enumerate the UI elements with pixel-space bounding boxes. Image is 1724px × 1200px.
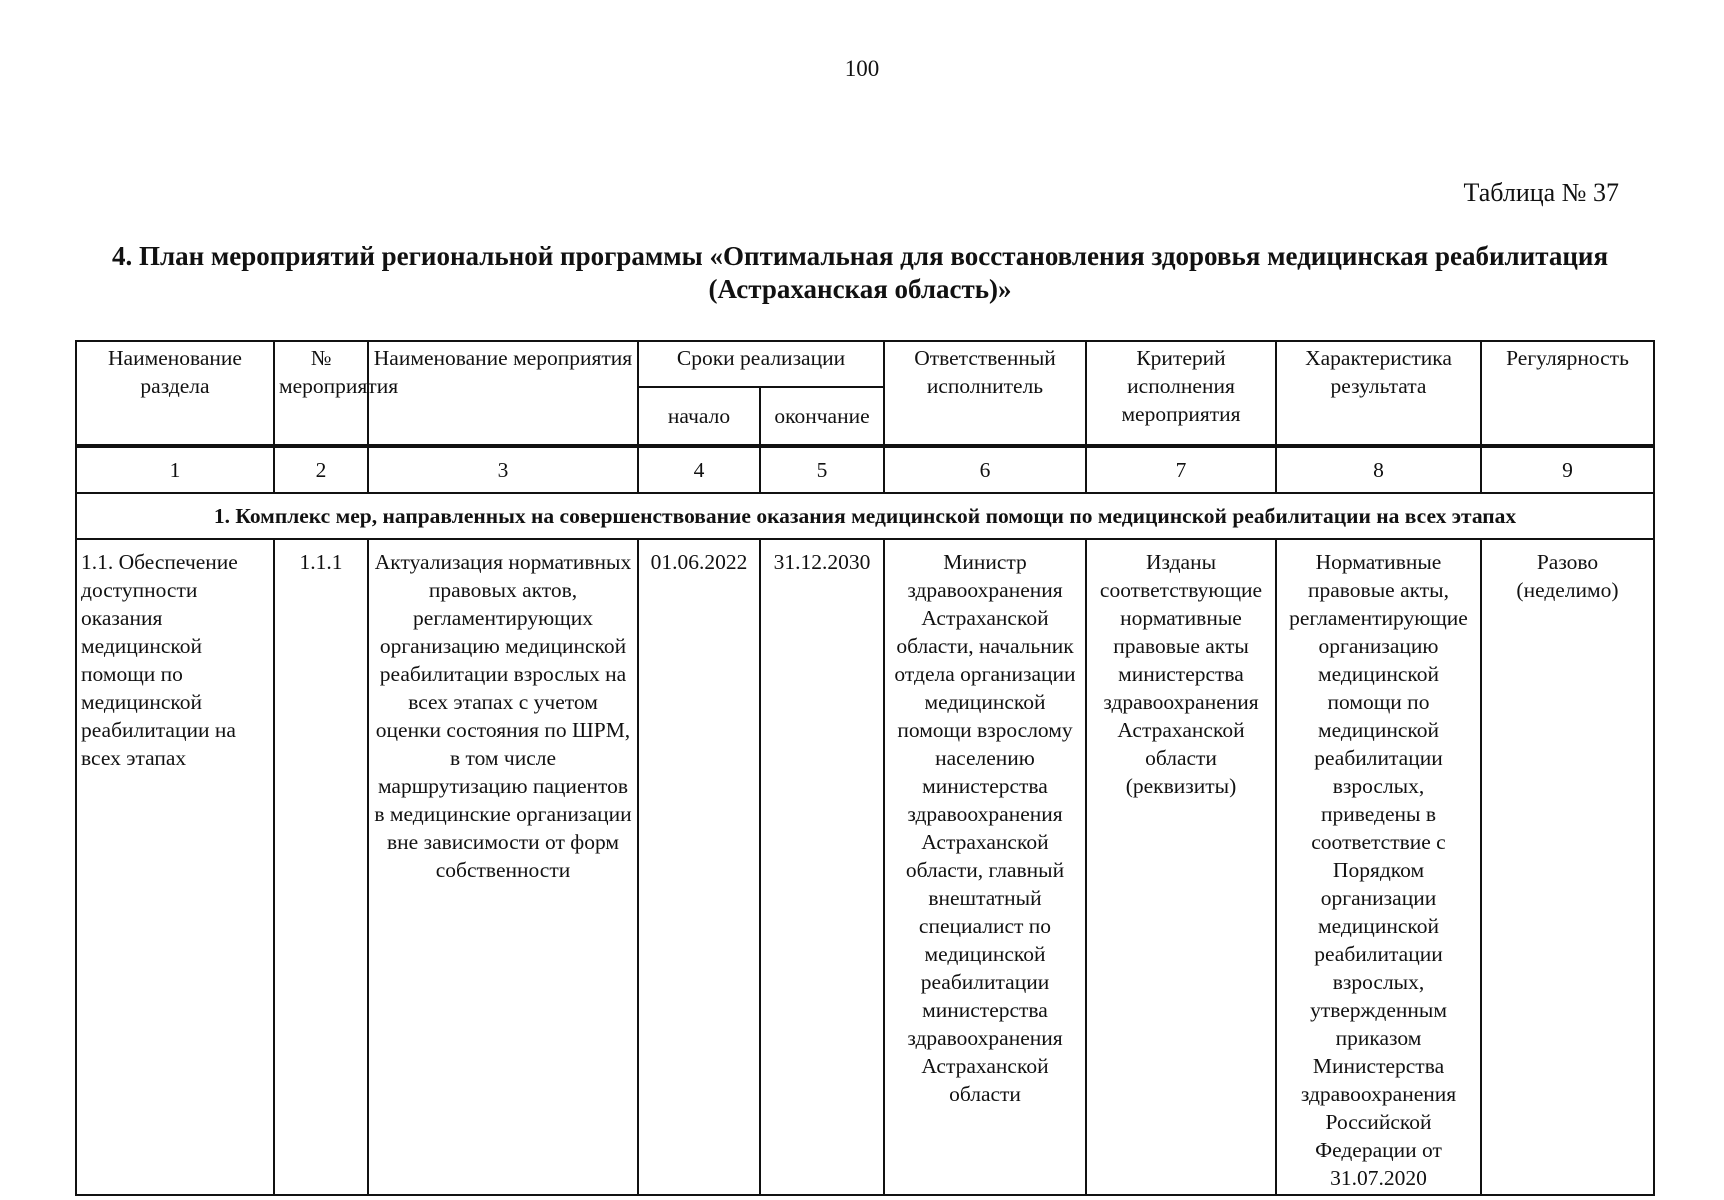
plan-table <box>75 340 1655 1196</box>
section-title: 1. Комплекс мер, направленных на совершенствование оказания медицинской помощи по медицинской реабилитации на всех этапах <box>76 493 1654 539</box>
header-event-name: Наименование мероприятия <box>368 341 638 446</box>
column-number-2: 2 <box>274 446 368 493</box>
cell-result: Нормативные правовые акты, регламентирующие организацию медицинской помощи по медицинской реабилитации взрослых, приведены в соответствие с Порядком организации медицинской реабилитации взрослых, утвержденным приказом Министерства здравоохранения Российской Федерации от 31.07.2020 <box>1276 539 1481 1195</box>
column-number-8: 8 <box>1276 446 1481 493</box>
column-number-9: 9 <box>1481 446 1654 493</box>
document-title: 4. План мероприятий региональной программы «Оптимальная для восстановления здоровья медицинская реабилитация (Астраханская область)» <box>111 241 1609 304</box>
column-number-1: 1 <box>76 446 274 493</box>
header-regularity: Регулярность <box>1481 341 1654 446</box>
table-row <box>76 539 1654 1195</box>
column-number-3: 3 <box>368 446 638 493</box>
column-number-4: 4 <box>638 446 760 493</box>
column-number-7: 7 <box>1086 446 1276 493</box>
cell-criterion: Изданы соответствующие нормативные правовые акты министерства здравоохранения Астраханской области (реквизиты) <box>1086 539 1276 1195</box>
header-event-no: № мероприятия <box>274 341 368 446</box>
header-responsible: Ответственный исполнитель <box>884 341 1086 446</box>
header-end: окончание <box>760 387 884 446</box>
cell-responsible: Министр здравоохранения Астраханской области, начальник отдела организации медицинской помощи взрослому населению министерства здравоохранения Астраханской области, главный внештатный специалист по медицинской реабилитации министерства здравоохранения Астраханской области <box>884 539 1086 1195</box>
column-number-5: 5 <box>760 446 884 493</box>
header-deadlines: Сроки реализации <box>638 341 884 387</box>
cell-end: 31.12.2030 <box>760 539 884 1195</box>
page-number: 100 <box>844 56 880 81</box>
cell-section-name: 1.1. Обеспечение доступности оказания медицинской помощи по медицинской реабилитации на всех этапах <box>76 539 274 1195</box>
table-caption: Таблица № 37 <box>1463 178 1619 207</box>
header-start: начало <box>638 387 760 446</box>
cell-regularity: Разово (неделимо) <box>1481 539 1654 1195</box>
header-criterion: Критерий исполнения мероприятия <box>1086 341 1276 446</box>
cell-event-name: Актуализация нормативных правовых актов, регламентирующих организацию медицинской реабилитации взрослых на всех этапах с учетом оценки состояния по ШРМ, в том числе маршрутизацию пациентов в медицинские организации вне зависимости от форм собственности <box>368 539 638 1195</box>
header-result: Характеристика результата <box>1276 341 1481 446</box>
cell-start: 01.06.2022 <box>638 539 760 1195</box>
column-number-6: 6 <box>884 446 1086 493</box>
cell-event-no: 1.1.1 <box>274 539 368 1195</box>
header-section-name: Наименование раздела <box>76 341 274 446</box>
